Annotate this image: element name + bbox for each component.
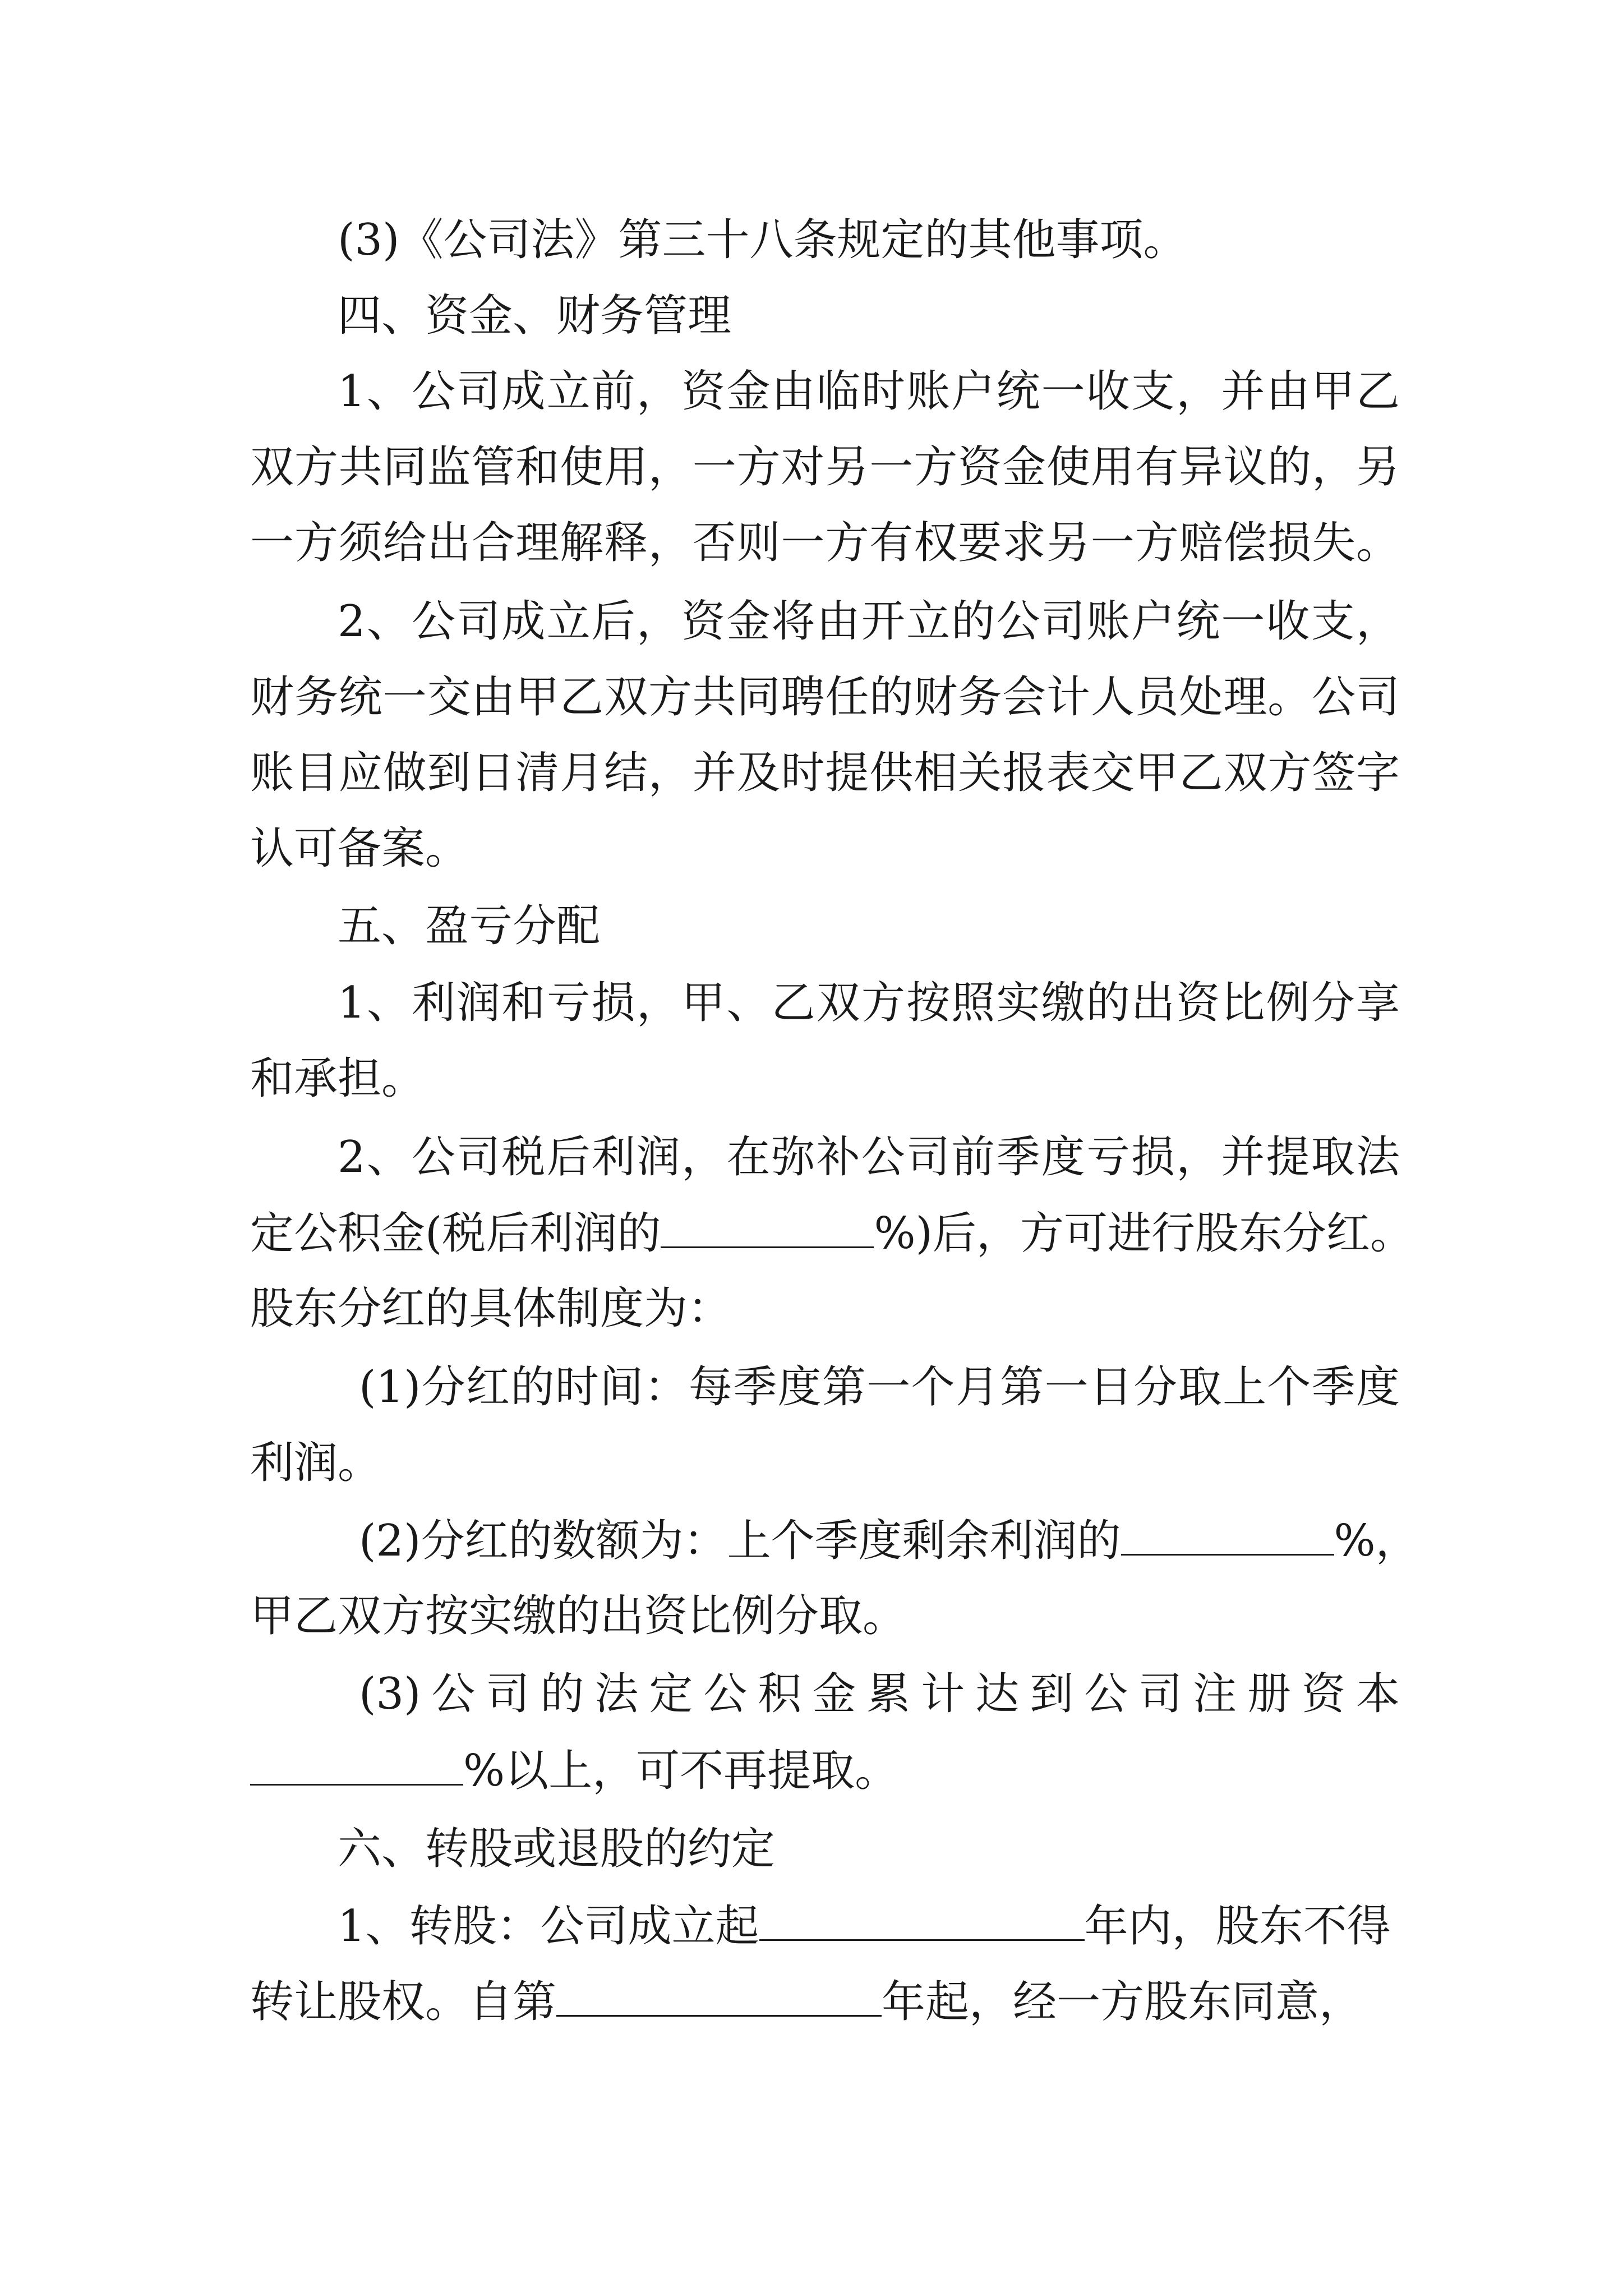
paragraph-line: 财务统一交由甲乙双方共同聘任的财务会计人员处理。公司 (250, 672, 1400, 723)
text-segment: 年起，经一方股东同意， (882, 1977, 1363, 2027)
paragraph-line-with-blank (250, 1975, 1400, 2028)
paragraph-line: 1、公司成立前，资金由临时账户统一收支，并由甲乙 (338, 366, 1400, 417)
paragraph-line: (3)公司的法定公积金累计达到公司注册资本 (359, 1669, 1400, 1719)
fill-in-blank[interactable] (1121, 1513, 1334, 1556)
paragraph-line: 和承担。 (250, 1053, 426, 1104)
paragraph-line: 双方共同监管和使用，一方对另一方资金使用有异议的，另 (250, 442, 1400, 493)
text-segment: 转让股权。自第 (250, 1977, 557, 2027)
paragraph-line: 2、公司税后利润，在弥补公司前季度亏损，并提取法 (338, 1132, 1400, 1182)
paragraph-line: 账目应做到日清月结，并及时提供相关报表交甲乙双方签字 (250, 748, 1400, 798)
text-segment: 年内，股东不得 (1084, 1901, 1391, 1952)
paragraph-line: 2、公司成立后，资金将由开立的公司账户统一收支， (338, 596, 1400, 647)
text-segment: (2)分红的数额为：上个季度剩余利润的 (359, 1516, 1121, 1566)
text-segment: %)后，方可进行股东分红。 (874, 1208, 1414, 1259)
paragraph-line: 一方须给出合理解释，否则一方有权要求另一方赔偿损失。 (250, 518, 1400, 568)
clause-3-other-matters: (3)《公司法》第三十八条规定的其他事项。 (338, 215, 1187, 265)
paragraph-line: (1)分红的时间：每季度第一个月第一日分取上个季度 (359, 1362, 1400, 1412)
section-6-heading: 六、转股或退股的约定 (338, 1824, 776, 1874)
text-segment: 1、转股：公司成立起 (338, 1901, 759, 1952)
section-4-heading: 四、资金、财务管理 (338, 291, 732, 341)
fill-in-blank[interactable] (250, 1743, 463, 1786)
text-segment: %以上，可不再提取。 (463, 1746, 899, 1796)
fill-in-blank[interactable] (556, 1975, 882, 2017)
text-segment: 定公积金(税后利润的 (250, 1208, 661, 1259)
paragraph-line-with-blank (359, 1513, 1509, 1567)
paragraph-line: 利润。 (250, 1438, 382, 1488)
paragraph-line-with-blank (338, 1899, 1487, 1953)
paragraph-line-with-blank (250, 1206, 1414, 1260)
section-5-heading: 五、盈亏分配 (338, 901, 601, 951)
fill-in-blank[interactable] (661, 1206, 874, 1248)
text-segment: %， (1334, 1516, 1419, 1566)
paragraph-line: 甲乙双方按实缴的出资比例分取。 (250, 1591, 907, 1641)
paragraph-line-with-blank (250, 1743, 1400, 1797)
fill-in-blank[interactable] (759, 1899, 1085, 1941)
paragraph-line: 1、利润和亏损，甲、乙双方按照实缴的出资比例分享 (338, 978, 1400, 1028)
paragraph-line: 认可备案。 (250, 823, 469, 874)
paragraph-line: 股东分红的具体制度为： (250, 1283, 732, 1334)
